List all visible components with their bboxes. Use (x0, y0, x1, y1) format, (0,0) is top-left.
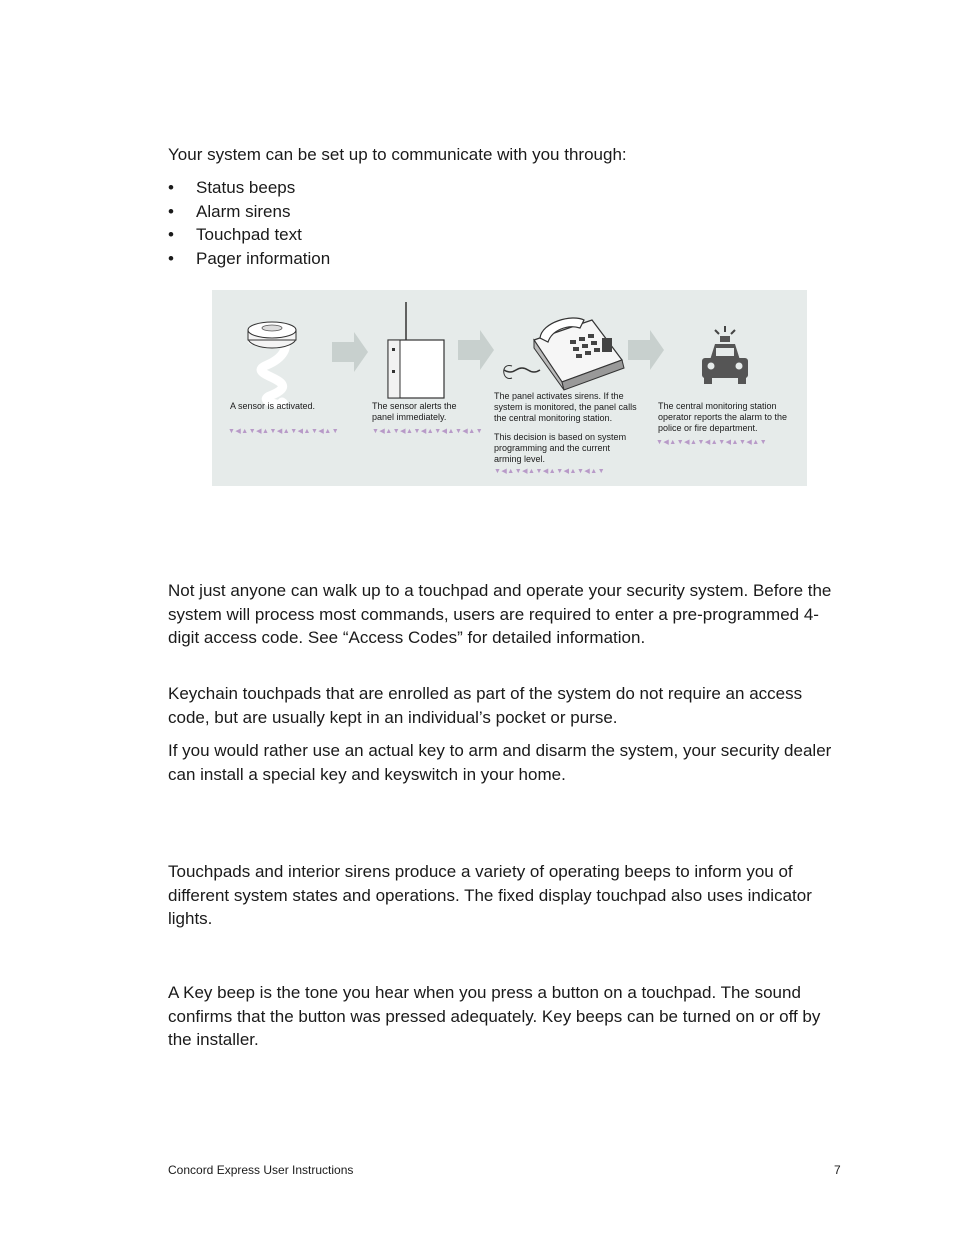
figure-caption: The sensor alerts the panel immediately. (372, 401, 457, 422)
bullet-icon: • (168, 178, 174, 197)
list-item: • Touchpad text (168, 223, 330, 247)
intro-text: Your system can be set up to communicate with you through: (168, 145, 627, 164)
bullet-icon: • (168, 201, 174, 221)
figure-caption: A sensor is activated. (230, 401, 316, 411)
caption-decoration: ▼◀▲▼◀▲▼◀▲▼◀▲▼◀▲▼ (228, 428, 340, 435)
list-item: • Alarm sirens (168, 200, 330, 224)
page-number: 7 (834, 1163, 841, 1177)
arrow-icon (332, 332, 368, 372)
alarm-process-figure (212, 290, 807, 486)
keyswitch-paragraph: If you would rather use an actual key to arm and disarm the system, your security dealer can install a special key and keyswitch in your home. (168, 741, 832, 784)
police-car-icon (702, 326, 748, 384)
beeps-paragraph: Touchpads and interior sirens produce a variety of operating beeps to inform you of different system states and operations. The fixed display touchpad also uses indicator lights. (168, 862, 812, 928)
arrow-icon (628, 330, 664, 370)
figure-caption: This decision is based on system programming and the current arming level. (494, 432, 627, 464)
caption-decoration: ▼◀▲▼◀▲▼◀▲▼◀▲▼◀▲▼ (656, 439, 768, 446)
arrow-icon (458, 330, 494, 370)
smoke-detector-icon (248, 322, 296, 404)
figure-caption: The central monitoring station operator reports the alarm to the police or fire department. (658, 401, 788, 433)
footer-title: Concord Express User Instructions (168, 1163, 354, 1177)
figure-caption: The panel activates sirens. If the system is monitored, the panel calls the central monitoring station. (494, 391, 637, 423)
list-item: • Status beeps (168, 176, 330, 200)
communication-list (168, 176, 330, 270)
telephone-icon (504, 318, 624, 390)
key-beep-paragraph: A Key beep is the tone you hear when you press a button on a touchpad. The sound confirms that the button was pressed adequately. Key beeps can be turned on or off by the installer. (168, 983, 821, 1049)
bullet-icon: • (168, 248, 174, 268)
access-code-paragraph: Not just anyone can walk up to a touchpad and operate your security system. Before the system will process most commands, users are required to enter a pre-programmed 4-digit access code. See “Access Codes” for detailed information. (168, 581, 832, 647)
caption-decoration: ▼◀▲▼◀▲▼◀▲▼◀▲▼◀▲▼ (372, 428, 484, 435)
keychain-paragraph: Keychain touchpads that are enrolled as part of the system do not require an access code, but are usually kept in an individual’s pocket or purse. (168, 684, 803, 727)
list-item: • Pager information (168, 247, 330, 271)
bullet-icon: • (168, 225, 174, 244)
control-panel-icon (388, 302, 444, 398)
caption-decoration: ▼◀▲▼◀▲▼◀▲▼◀▲▼◀▲▼ (494, 468, 606, 475)
